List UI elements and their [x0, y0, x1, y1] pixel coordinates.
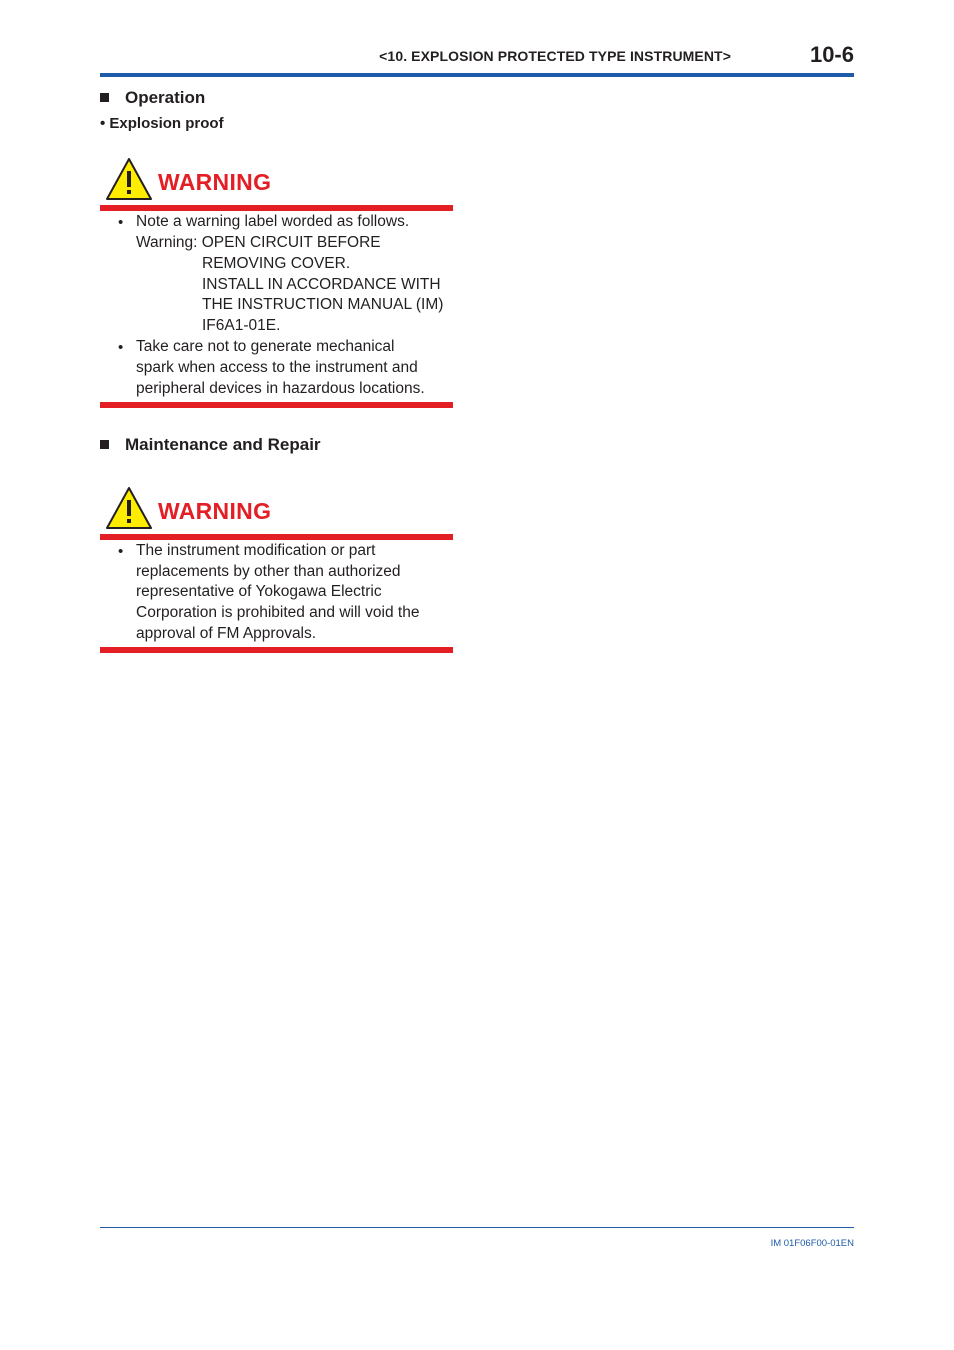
section-heading-label: Maintenance and Repair — [125, 435, 321, 454]
footer-rule — [100, 1227, 854, 1228]
list-bullet: • — [118, 214, 124, 231]
square-bullet-icon — [100, 440, 109, 449]
warning-text-line: Warning: OPEN CIRCUIT BEFORE — [136, 234, 381, 251]
warning-text-line: The instrument modification or part — [136, 542, 376, 559]
warning-text-line: Note a warning label worded as follows. — [136, 213, 410, 230]
warning-text-line: approval of FM Approvals. — [136, 625, 317, 642]
section-heading-operation — [100, 88, 205, 108]
warning-top-rule — [100, 205, 453, 211]
warning-title: WARNING — [158, 498, 272, 524]
chapter-title: <10. EXPLOSION PROTECTED TYPE INSTRUMENT> — [379, 48, 731, 64]
warning-text-line: Corporation is prohibited and will void the — [136, 604, 420, 621]
warning-text-line: REMOVING COVER. — [202, 255, 351, 272]
warning-triangle-icon — [105, 486, 153, 530]
square-bullet-icon — [100, 93, 109, 102]
list-bullet: • — [118, 543, 124, 560]
document-code: IM 01F06F00-01EN — [770, 1238, 854, 1249]
warning-bottom-rule — [100, 647, 453, 653]
subheading-explosion-proof: • Explosion proof — [100, 115, 224, 132]
warning-title: WARNING — [158, 169, 272, 195]
warning-text-line: replacements by other than authorized — [136, 563, 401, 580]
warning-text-line: INSTALL IN ACCORDANCE WITH — [202, 276, 441, 293]
warning-text-line: IF6A1-01E. — [202, 317, 281, 334]
warning-text-line: spark when access to the instrument and — [136, 359, 418, 376]
warning-bottom-rule — [100, 402, 453, 408]
warning-top-rule — [100, 534, 453, 540]
warning-text-line: Take care not to generate mechanical — [136, 338, 395, 355]
page-number: 10-6 — [809, 42, 854, 67]
warning-text-line: THE INSTRUCTION MANUAL (IM) — [202, 296, 444, 313]
section-heading-maintenance — [100, 435, 321, 455]
warning-text-line: representative of Yokogawa Electric — [136, 583, 382, 600]
list-bullet: • — [118, 339, 124, 356]
warning-text-line: peripheral devices in hazardous locations. — [136, 380, 425, 397]
warning-triangle-icon — [105, 157, 153, 201]
header-rule — [100, 73, 854, 77]
section-heading-label: Operation — [125, 88, 206, 107]
